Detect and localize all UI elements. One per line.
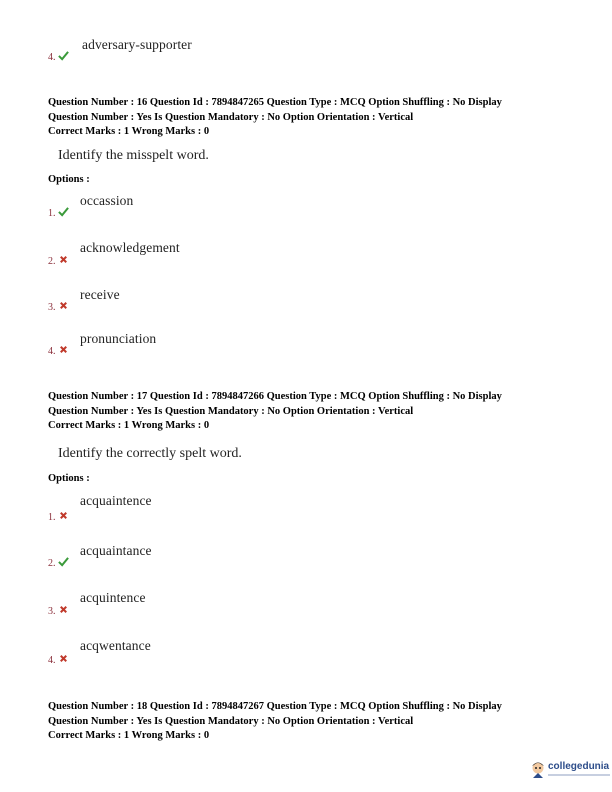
option-number: 2. [48,256,56,267]
q16-option-2-number [48,254,69,267]
meta-line-2: Question Number : Yes Is Question Mandatory : No Option Orientation : Vertical [48,405,414,417]
q16-option-1-number [48,206,69,219]
logo-tagline-bar [548,774,610,776]
question-17-meta [48,390,502,434]
meta-line-3: Correct Marks : 1 Wrong Marks : 0 [48,126,210,137]
q16-option-2-text: acknowledgement [80,240,180,255]
meta-line-1: Question Number : 18 Question Id : 7894847267 Question Type : MCQ Option Shuffling : No Display [48,701,502,712]
q17-option-4-text: acqwentance [80,638,151,653]
q17-option-2-text: acquaintance [80,543,152,558]
cross-icon [58,300,69,311]
cross-icon [58,653,69,664]
question-16-text: Identify the misspelt word. [58,148,209,163]
q16-option-4-text: pronunciation [80,331,157,346]
meta-line-2: Question Number : Yes Is Question Mandatory : No Option Orientation : Vertical [48,111,414,123]
question-17-options-label: Options : [48,473,90,484]
question-18-meta [48,700,502,744]
q16-option-1-text: occassion [80,193,134,208]
option-number: 1. [48,208,56,219]
logo-text: collegedunia [548,761,610,772]
meta-line-1: Question Number : 16 Question Id : 7894847265 Question Type : MCQ Option Shuffling : No Display [48,97,502,108]
cross-icon [58,510,69,521]
meta-line-3: Correct Marks : 1 Wrong Marks : 0 [48,420,210,431]
option-number: 4. [48,655,56,666]
q16-option-4-number [48,344,69,357]
q17-option-3-number [48,604,69,617]
question-16-options-label: Options : [48,174,90,185]
check-icon [58,206,69,217]
cross-icon [58,254,69,265]
prev-option-4-number [48,50,69,63]
option-number: 3. [48,302,56,313]
option-number: 4. [48,346,56,357]
q17-option-2-number [48,556,69,569]
q17-option-3-text: acquintence [80,590,146,605]
option-number: 4. [48,52,56,63]
check-icon [58,556,69,567]
check-icon [58,50,69,61]
option-number: 2. [48,558,56,569]
cross-icon [58,604,69,615]
q16-option-3-text: receive [80,287,120,302]
mascot-icon [530,760,546,778]
prev-option-4-text: adversary-supporter [82,37,192,52]
cross-icon [58,344,69,355]
option-number: 3. [48,606,56,617]
q16-option-3-number [48,300,69,313]
meta-line-3: Correct Marks : 1 Wrong Marks : 0 [48,730,210,741]
meta-line-1: Question Number : 17 Question Id : 7894847266 Question Type : MCQ Option Shuffling : No Display [48,391,502,402]
meta-line-2: Question Number : Yes Is Question Mandatory : No Option Orientation : Vertical [48,715,414,727]
collegedunia-logo [530,758,612,782]
q17-option-1-number [48,510,69,523]
question-17-text: Identify the correctly spelt word. [58,446,242,461]
question-16-meta [48,96,502,140]
q17-option-1-text: acquaintence [80,493,152,508]
q17-option-4-number [48,653,69,666]
option-number: 1. [48,512,56,523]
